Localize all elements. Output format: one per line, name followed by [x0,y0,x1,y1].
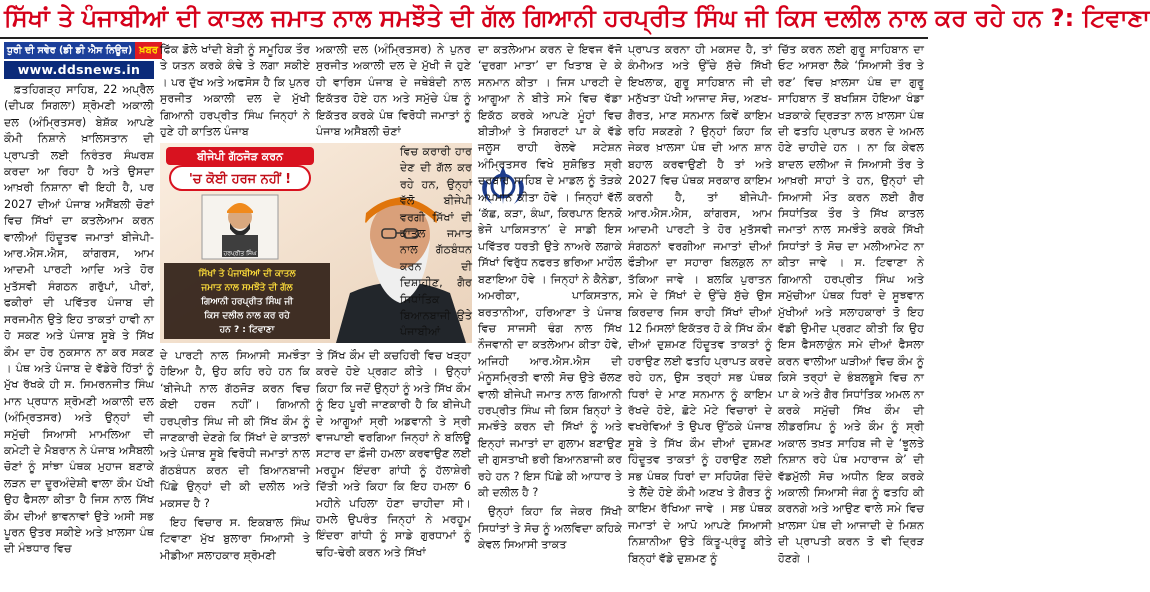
column-5-text: ਪ੍ਰਾਪਤ ਕਰਨਾ ਹੀ ਮਕਸਦ ਹੈ, ਤਾਂ ਕੰਮੀਅਤ ਅਤੇ ਉੱਚੇ ਸੁੱਚੇ ਸਿੱਖੀ ਇਖਲਾਕ, ਗੁਰੂ ਸਾਹਿਬਾਨ ਜੀ ਦੀ ਮਨੁੱਖਤਾ ਪੱਖੀ ਆਜਾਦ ਸੋਚ, ਅਣਖ-ਗੈਰਤ, ਮਾਣ ਸਨਮਾਨ ਕਿਵੇਂ ਕਾਇਮ ਰਹਿ ਸਕਣਗੇ ? ਉਨ੍ਹਾਂ ਕਿਹਾ ਕਿ ਜੇਕਰ ਖ਼ਾਲਸਾ ਪੰਥ ਦੀ ਆਨ ਸ਼ਾਨ ਬਹਾਲ ਕਰਵਾਉਣੀ ਹੈ ਤਾਂ ਅਤੇ 2027 ਵਿਚ ਪੰਥਕ ਸਰਕਾਰ ਕਾਇਮ ਕਰਨੀ ਹੈ, ਤਾਂ ਬੀਜੇਪੀ-ਆਰ.ਐਸ.ਐਸ, ਕਾਂਗਰਸ, ਆਮ ਆਦਮੀ ਪਾਰਟੀ ਤੇ ਹੋਰ ਮੁਤੱਸਵੀ ਸੰਗਠਨਾਂ ਵਰਗੀਆ ਜਮਾਤਾਂ ਦੀਆਂ ਫੌੜੀਆ ਦਾ ਸਹਾਰਾ ਬਿਲਕੁਲ ਨਾ ਤੱਕਿਆ ਜਾਵੇ । ਬਲਕਿ ਪੁਰਾਤਨ ਸਮੇ ਦੇ ਸਿੱਖਾਂ ਦੇ ਉੱਚੇ ਸੁੱਚੇ ਉਸ ਕਿਰਦਾਰ ਜਿਸ ਰਾਹੀ ਸਿੱਖਾਂ ਦੀਆਂ 12 ਮਿਸਲਾਂ ਇਕੱਤਰ ਹੋ ਕੇ ਸਿੱਖ ਕੌਮ ਦੀਆਂ ਦੁਸ਼ਮਣ ਹਿੰਦੂਤਵ ਤਾਕਤਾਂ ਨੂੰ ਹਰਾਉਣ ਲਈ ਫਤਹਿ ਪ੍ਰਾਪਤ ਕਰਦੇ ਰਹੇ ਹਨ, ਉਸ ਤਰ੍ਹਾਂ ਸਭ ਪੰਥਕ ਧਿਰਾਂ ਦੇ ਮਾਣ ਸਨਮਾਨ ਨੂੰ ਕਾਇਮ ਰੱਖਦੇ ਹੋਏ, ਛੋਟੇ ਮੋਟੇ ਵਿਚਾਰਾਂ ਦੇ ਵਖਰੇਵਿਆਂ ਤੋ ਉਪਰ ਉੱਠਕੇ ਪੰਜਾਬ ਸੂਬੇ ਤੇ ਸਿੱਖ ਕੌਮ ਦੀਆਂ ਦੁਸ਼ਮਣ ਹਿੰਦੂਤਵ ਤਾਕਤਾਂ ਨੂੰ ਹਰਾਉਣ ਲਈ ਸਭ ਪੰਥਕ ਧਿਰਾਂ ਦਾ ਸਹਿਯੋਗ ਦਿੰਦੇ ਤੇ ਲੈਂਦੇ ਹੋਏ ਕੌਮੀ ਅਣਖ ਤੇ ਗੈਰਤ ਨੂੰ ਕਾਇਮ ਰੱਖਿਆ ਜਾਵੇ । ਸਭ ਪੰਥਕ ਜਮਾਤਾਂ ਦੇ ਆਪੋ ਆਪਣੇ ਸਿਆਸੀ ਨਿਸ਼ਾਨੀਆ ਉਤੇ ਕਿੰਤੂ-ਪ੍ਰੰਤੂ ਕੀਤੇ ਬਿਨ੍ਹਾਂ ਵੱਡੇ ਦੁਸ਼ਮਣ ਨੂੰ [628,43,772,565]
article-column-2-top [160,42,310,142]
brand-tag: ਖ਼ਬਰ [135,42,162,59]
poster-top-line-1: ਬੀਜੇਪੀ ਗੱਠਜੋੜ ਕਰਨ [197,150,283,163]
column-1-text: ਫ਼ਤਹਿਗੜ੍ਹ ਸਾਹਿਬ, 22 ਅਪ੍ਰੈਲ (ਦੀਪਕ ਸਿਗਲਾ) ਸ਼੍ਰੋਮਣੀ ਅਕਾਲੀ ਦਲ (ਅੰਮ੍ਰਿਤਸਰ) ਬੇਸ਼ੱਕ ਆਪਣੇ ਕੌਮੀ ਨਿਸ਼ਾਨੇ ਖ਼ਾਲਿਸਤਾਨ ਦੀ ਪ੍ਰਾਪਤੀ ਲਈ ਨਿਰੰਤਰ ਸੰਘਰਸ਼ ਕਰਦਾ ਆ ਰਿਹਾ ਹੈ ਅਤੇ ਉਸਦਾ ਆਖ਼ਰੀ ਨਿਸ਼ਾਨਾ ਵੀ ਇਹੀ ਹੈ, ਪਰ 2027 ਦੀਆਂ ਪੰਜਾਬ ਅਸੈਂਬਲੀ ਚੋਣਾਂ ਵਿਚ ਸਿੱਖਾਂ ਦਾ ਕਤਲੇਆਮ ਕਰਨ ਵਾਲੀਆਂ ਹਿੰਦੂਤਵ ਜਮਾਤਾਂ ਬੀਜੇਪੀ-ਆਰ.ਐਸ.ਐਸ, ਕਾਂਗਰਸ, ਆਮ ਆਦਮੀ ਪਾਰਟੀ ਆਦਿ ਅਤੇ ਹੋਰ ਮੁਤੱਸਵੀ ਸੰਗਠਨ ਗਰੁੱਪਾਂ, ਪੀਰਾਂ, ਫਕੀਰਾਂ ਦੀ ਪਵਿੱਤਰ ਪੰਜਾਬ ਦੀ ਸਰਜਮੀਨ ਉਤੇ ਇਹ ਤਾਕਤਾਂ ਹਾਵੀ ਨਾ ਹੋ ਸਕਣ ਅਤੇ ਪੰਜਾਬ ਸੂਬੇ ਤੇ ਸਿੱਖ ਕੌਮ ਦਾ ਹੋਰ ਨੁਕਸਾਨ ਨਾ ਕਰ ਸਕਣ । ਪੰਥ ਅਤੇ ਪੰਜਾਬ ਦੇ ਵੱਡੇਰੇ ਹਿੱਤਾਂ ਨੂੰ ਮੁੱਖ ਰੱਖਕੇ ਹੀ ਸ. ਸਿਮਰਨਜੀਤ ਸਿੰਘ ਮਾਨ ਪ੍ਰਧਾਨ ਸ਼੍ਰੋਮਣੀ ਅਕਾਲੀ ਦਲ (ਅੰਮ੍ਰਿਤਸਰ) ਅਤੇ ਉਨ੍ਹਾਂ ਦੀ ਸਮੁੱਚੀ ਸਿਆਸੀ ਮਾਮਲਿਆ ਦੀ ਕਮੇਟੀ ਦੇ ਮੈਬਰਾਨ ਨੇ ਪੰਜਾਬ ਅਸੈਬਲੀ ਚੋਣਾਂ ਨੂੰ ਸਾਂਝਾ ਪੰਥਕ ਮੁਹਾਜ ਬਣਾਕੇ ਲੜਨ ਦਾ ਦੂਰਅੰਦੇਸ਼ੀ ਵਾਲਾ ਕੌਮ ਪੱਖੀ ਉਹ ਫੈਸਲਾ ਕੀਤਾ ਹੈ ਜਿਸ ਨਾਲ ਸਿੱਖ ਕੌਮ ਦੀਆਂ ਭਾਵਨਾਵਾਂ ਉਤੇ ਅਸੀ ਸਭ ਪੂਰਨ ਉਤਰ ਸਕੀਏ ਅਤੇ ਖ਼ਾਲਸਾ ਪੰਥ ਦੀ ਮੰਝਧਾਰ ਵਿਚ [4,83,154,556]
article-column-4 [478,42,622,590]
article-column-6 [778,42,924,590]
headline: ਸਿੱਖਾਂ ਤੇ ਪੰਜਾਬੀਆਂ ਦੀ ਕਾਤਲ ਜਮਾਤ ਨਾਲ ਸਮਝੌਤੇ ਦੀ ਗੱਲ ਗਿਆਨੀ ਹਰਪ੍ਰੀਤ ਸਿੰਘ ਜੀ ਕਿਸ ਦਲੀਲ ਨਾਲ ਕਰ ਰਹੇ ਹਨ ?: ਟਿਵਾਣਾ [4,4,1150,32]
poster-top-line-2: 'ਚ ਕੋਈ ਹਰਜ ਨਹੀਂ ! [188,172,292,187]
poster-bottom-line-3: ਗਿਆਨੀ ਹਰਪ੍ਰੀਤ ਸਿੰਘ ਜੀ [201,297,293,307]
article-column-5 [628,42,772,590]
column-2-top-text: ਫਿੱਕ ਡੋਲੇ ਖਾਂਦੀ ਬੇੜੀ ਨੂੰ ਸਮੂਹਿਕ ਤੌਰ ਤੇ ਯਤਨ ਕਰਕੇ ਕੰਢੇ ਤੇ ਲਗਾ ਸਕੀਏ । ਪਰ ਦੁੱਖ ਅਤੇ ਅਫਸੋਸ ਹੈ ਕਿ ਪੁਨਰ ਸੁਰਜੀਤ ਅਕਾਲੀ ਦਲ ਦੇ ਮੁੱਖੀ ਗਿਆਨੀ ਹਰਪ੍ਰੀਤ ਸਿੰਘ ਜਿਨ੍ਹਾਂ ਨੇ ਹੁਣੇ ਹੀ ਕਾਤਿਲ ਪੰਜਾਬ [160,43,310,139]
article-column-1 [4,82,154,590]
column-6-text: ਚਿੱਤ ਕਰਨ ਲਈ ਗੁਰੂ ਸਾਹਿਬਾਨ ਦਾ ਓਟ ਆਸਰਾ ਲੈਕੇ ‘ਸਿਆਸੀ ਤੌਰ ਤੇ ਰਣ’ ਵਿਚ ਖ਼ਾਲਸਾ ਪੰਥ ਦਾ ਗੁਰੂ ਸਾਹਿਬਾਨ ਤੋਂ ਬਖਸ਼ਿਸ ਹੋਇਆ ਖੰਡਾ ਖੜਕਾਕੇ ਦ੍ਰਿੜਤਾ ਨਾਲ ਖ਼ਾਲਸਾ ਪੰਥ ਦੀ ਫਤਹਿ ਪ੍ਰਾਪਤ ਕਰਨ ਦੇ ਅਮਲ ਹੋਣੇ ਚਾਹੀਦੇ ਹਨ । ਨਾ ਕਿ ਕੇਵਲ ਬਾਦਲ ਦਲੀਆ ਜੋ ਸਿਆਸੀ ਤੌਰ ਤੇ ਆਖ਼ਰੀ ਸਾਹਾਂ ਤੇ ਹਨ, ਉਨ੍ਹਾਂ ਦੀ ਸਿਆਸੀ ਮੌਤ ਕਰਨ ਲਈ ਗੈਰ ਸਿਧਾਂਤਿਕ ਤੌਰ ਤੇ ਸਿੱਖ ਕਾਤਲ ਜਮਾਤਾਂ ਨਾਲ ਸਮਝੌਤੇ ਕਰਕੇ ਸਿੱਖੀ ਸਿਧਾਂਤਾਂ ਤੋ ਸੋਚ ਦਾ ਮਲੀਆਮੇਟ ਨਾ ਕੀਤਾ ਜਾਵੇ । ਸ. ਟਿਵਾਣਾ ਨੇ ਗਿਆਨੀ ਹਰਪ੍ਰੀਤ ਸਿੰਘ ਅਤੇ ਸਮੁੱਚੀਆ ਪੰਥਕ ਧਿਰਾਂ ਦੇ ਸੂਝਵਾਨ ਮੁੱਖੀਆਂ ਅਤੇ ਸਲਾਹਕਾਰਾਂ ਤੋ ਇਹ ਵੱਡੀ ਉਮੀਦ ਪ੍ਰਗਟ ਕੀਤੀ ਕਿ ਉਹ ਇਸ ਫੈਸਲਾਕੁੰਨ ਸਮੇ ਦੀਆਂ ਫੈਸਲਾ ਕਰਨ ਵਾਲੀਆ ਘੜੀਆਂ ਵਿਚ ਕੌਮ ਨੂੰ ਕਿਸੇ ਤਰ੍ਹਾਂ ਦੇ ਭੰਬਲਭੂਸੇ ਵਿਚ ਨਾ ਪਾ ਕੇ ਅਤੇ ਗੈਰ ਸਿਧਾਂਤਿਕ ਅਮਲ ਨਾ ਕਰਕੇ ਸਮੁੱਚੀ ਸਿੱਖ ਕੌਮ ਦੀ ਲੀਡਰਸਿਪ ਨੂੰ ਅਤੇ ਕੌਮ ਨੂੰ ਸ੍ਰੀ ਅਕਾਲ ਤਖ਼ਤ ਸਾਹਿਬ ਜੀ ਦੇ ‘ਝੂਲਤੇ ਨਿਸ਼ਾਨ ਰਹੇ ਪੰਥ ਮਹਾਰਾਜ ਕੇ’ ਦੀ ਵੱਡਮੁੱਲੀ ਸੋਚ ਅਧੀਨ ਇਕ ਕਰਕੇ ਅਕਾਲੀ ਸਿਆਸੀ ਜੰਗ ਨੂੰ ਫਤਹਿ ਕੀ ਕਰਨਗੇ ਅਤੇ ਆਉਣ ਵਾਲੇ ਸਮੇ ਵਿਚ ਖ਼ਾਲਸਾ ਪੰਥ ਦੀ ਆਜਾਦੀ ਦੇ ਮਿਸ਼ਨ ਦੀ ਪ੍ਰਾਪਤੀ ਕਰਨ ਤੋ ਵੀ ਦ੍ਰਿੜ ਹੋਣਗੇ । [778,43,924,565]
column-3-bottom-text: ਤੇ ਸਿੱਖ ਕੌਮ ਦੀ ਕਚਹਿਰੀ ਵਿਚ ਖੜ੍ਹਾ ਕਰਦੇ ਹੋਏ ਪ੍ਰਗਟ ਕੀਤੇ । ਉਨ੍ਹਾਂ ਕਿਹਾ ਕਿ ਜਦੋਂ ਉਨ੍ਹਾਂ ਨੂੰ ਅਤੇ ਸਿੱਖ ਕੌਮ ਨੂੰ ਇਹ ਪੂਰੀ ਜਾਣਕਾਰੀ ਹੈ ਕਿ ਬੀਜੇਪੀ ਦੇ ਆਗੂਆਂ ਸ੍ਰੀ ਅਡਵਾਨੀ ਤੇ ਸ੍ਰੀ ਵਾਜਪਾਈ ਵਰਗਿਆ ਜਿਨ੍ਹਾਂ ਨੇ ਬਲਿਊ ਸਟਾਰ ਦਾ ਫ਼ੌਜੀ ਹਮਲਾ ਕਰਵਾਉਣ ਲਈ ਮਰਹੂਮ ਇੰਦਰਾ ਗਾਂਧੀ ਨੂੰ ਹੱਲਾਸ਼ੇਰੀ ਦਿੱਤੀ ਅਤੇ ਕਿਹਾ ਕਿ ਇਹ ਹਮਲਾ 6 ਮਹੀਨੇ ਪਹਿਲਾ ਹੋਣਾ ਚਾਹੀਦਾ ਸੀ। ਹਮਲੇ ਉਪਰੰਤ ਜਿਨ੍ਹਾਂ ਨੇ ਮਰਹੂਮ ਇੰਦਰਾ ਗਾਂਧੀ ਨੂੰ ਸਾਡੇ ਗੁਰਧਾਮਾਂ ਨੂੰ ਢਹਿ-ਢੇਰੀ ਕਰਨ ਅਤੇ ਸਿੱਖਾਂ [316,349,471,559]
column-4-text-2: ਉਨ੍ਹਾਂ ਕਿਹਾ ਕਿ ਜੇਕਰ ਸਿੱਖੀ ਸਿਧਾਂਤਾਂ ਤੇ ਸੋਚ ਨੂੰ ਅਲਵਿਦਾ ਕਹਿਕੇ ਕੇਵਲ ਸਿਆਸੀ ਤਾਕਤ [478,505,622,552]
headline-rule [0,37,928,39]
column-3-mid-text: ਵਿਚ ਕਰਾਰੀ ਹਾਰ ਦੇਣ ਦੀ ਗੱਲ ਕਰ ਰਹੇ ਹਨ, ਉਨ੍ਹਾਂ ਵੱਲੋ ਬੀਜੇਪੀ ਵਰਗੀ ਸਿੱਖਾਂ ਦੀ ਕਾਤਲ ਜਮਾਤ ਨਾਲ ਗੱਠਬੰਧਨ ਕਰਨ ਦੀ ਦਿਸ਼ਾਹੀਣ, ਗੈਰ ਸਿਧਾਂਤਿਕ ਬਿਆਨਬਾਜੀ ਉਤੇ ਪੰਜਾਬੀਆਂ [400,145,472,339]
poster-bottom-line-1: ਸਿੱਖਾਂ ਤੇ ਪੰਜਾਬੀਆਂ ਦੀ ਕਾਤਲ [198,269,296,279]
inset-caption: ਹਰਪ੍ਰੀਤ ਸਿੰਘ [223,250,257,257]
column-4-text: ਦਾ ਕਤਲੇਆਮ ਕਰਨ ਦੇ ਇਵਜ ਵੱਜੋ ‘ਦੁਰਗਾ ਮਾਤਾ’ ਦਾ ਖਿਤਾਬ ਦੇ ਕੇ ਸਨਮਾਨ ਕੀਤਾ । ਜਿਸ ਪਾਰਟੀ ਦੇ ਆਗੂਆ ਨੇ ਬੀਤੇ ਸਮੇ ਵਿਚ ਵੱਡਾ ਇਕੱਠ ਕਰਕੇ ਆਪਣੇ ਮੂੰਹਾਂ ਵਿਚ ਬੀੜੀਆਂ ਤੇ ਸਿਗਰਟਾਂ ਪਾ ਕੇ ਵੱਡੇ ਜਲੂਸ ਰਾਹੀ ਰੇਲਵੇ ਸਟੇਸ਼ਨ ਅੰਮ੍ਰਿਤਸਰ ਵਿਖੇ ਸੁਸ਼ੋਭਿਤ ਸ੍ਰੀ ਦਰਬਾਰ ਸਾਹਿਬ ਦੇ ਮਾਡਲ ਨੂੰ ਤੋੜਕੇ ਅਪਮਾਨ ਕੀਤਾ ਹੋਵੇ । ਜਿਨ੍ਹਾਂ ਵੱਲੋਂ ‘ਕੱਛ, ਕੜਾ, ਕੰਘਾ, ਕਿਰਪਾਨ ਇਨਕੋ ਭੇਜੋ ਪਾਕਿਸਤਾਨ’ ਦੇ ਸਾਡੀ ਇਸ ਪਵਿੱਤਰ ਧਰਤੀ ਉਤੇ ਨਾਅਰੇ ਲਗਾਕੇ ਸਿੱਖਾਂ ਵਿਰੁੱਧ ਨਫਰਤ ਭਰਿਆ ਮਾਹੌਲ ਬਣਾਇਆ ਹੋਵੇ । ਜਿਨ੍ਹਾਂ ਨੇ ਕੈਨੇਡਾ, ਅਮਰੀਕਾ, ਪਾਕਿਸਤਾਨ, ਬਰਤਾਨੀਆ, ਹਰਿਆਣਾ ਤੇ ਪੰਜਾਬ ਵਿਚ ਸਾਜਸੀ ਢੰਗ ਨਾਲ ਸਿੱਖ ਨੌਜਵਾਨੀ ਦਾ ਕਤਲੇਆਮ ਕੀਤਾ ਹੋਵੇ, ਅਜਿਹੀ ਆਰ.ਐਸ.ਐਸ ਦੀ ਮੰਨੂਸਮ੍ਰਿਤੀ ਵਾਲੀ ਸੋਚ ਉਤੇ ਚੱਲਣ ਵਾਲੀ ਬੀਜੇਪੀ ਜਮਾਤ ਨਾਲ ਗਿਆਨੀ ਹਰਪ੍ਰੀਤ ਸਿੰਘ ਜੀ ਕਿਸ ਬਿਨ੍ਹਾਂ ਤੇ ਸਮਝੌਤੇ ਕਰਨ ਦੀ ਸਿੱਖਾਂ ਨੂੰ ਅਤੇ ਇਨ੍ਹਾਂ ਜਮਾਤਾਂ ਦਾ ਗੁਲਾਮ ਬਣਾਉਣ ਦੀ ਗੁਸਤਾਖੀ ਭਰੀ ਬਿਆਨਬਾਜੀ ਕਰ ਰਹੇ ਹਨ ? ਇਸ ਪਿੱਛੇ ਕੀ ਆਧਾਰ ਤੇ ਕੀ ਦਲੀਲ ਹੈ ? [478,43,622,499]
brand-url[interactable]: www.ddsnews.in [4,61,154,79]
publication-brand [4,42,158,79]
column-2-bottom-text-2: ਇਹ ਵਿਚਾਰ ਸ. ਇਕਬਾਲ ਸਿੰਘ ਟਿਵਾਣਾ ਮੁੱਖ ਬੁਲਾਰਾ ਸਿਆਸੀ ਤੇ ਮੀਡੀਆ ਸਲਾਹਕਾਰ ਸ਼੍ਰੋਮਣੀ [160,516,310,562]
brand-name: ਧੁਰੀ ਦੀ ਸਵੇਰ (ਡੀ ਡੀ ਐਸ ਨਿਊਜ਼) [4,42,135,59]
column-2-bottom-text: ਦੇ ਪਾਰਟੀ ਨਾਲ ਸਿਆਸੀ ਸਮਝੌਤਾ ਹੋਇਆ ਹੈ, ਉਹ ਕਹਿ ਰਹੇ ਹਨ ਕਿ ‘ਬੀਜੇਪੀ ਨਾਲ ਗੱਠਜੋੜ ਕਰਨ ਵਿਚ ਕੋਈ ਹਰਜ ਨਹੀਂ’। ਗਿਆਨੀ ਹਰਪ੍ਰੀਤ ਸਿੰਘ ਜੀ ਕੀ ਸਿੱਖ ਕੌਮ ਨੂੰ ਜਾਣਕਾਰੀ ਦੇਣਗੇ ਕਿ ਸਿੱਖਾਂ ਦੇ ਕਾਤਲਾਂ ਅਤੇ ਪੰਜਾਬ ਸੂਬੇ ਵਿਰੋਧੀ ਜਮਾਤਾਂ ਨਾਲ ਗੱਠਬੰਧਨ ਕਰਨ ਦੀ ਬਿਆਨਬਾਜੀ ਪਿੱਛੇ ਉਨ੍ਹਾਂ ਦੀ ਕੀ ਦਲੀਲ ਅਤੇ ਮਕਸਦ ਹੈ ? [160,349,310,510]
poster-bottom-line-5: ਹਨ ? : ਟਿਵਾਣਾ [219,325,275,335]
article-column-3-top [316,42,471,142]
article-column-2-bottom [160,348,310,590]
column-3-top-text: ਅਕਾਲੀ ਦਲ (ਅੰਮ੍ਰਿਤਸਰ) ਨੇ ਪੁਨਰ ਸੁਰਜੀਤ ਅਕਾਲੀ ਦਲ ਦੇ ਮੁੱਖੀ ਜੋ ਹੁਣੇ ਹੀ ਵਾਰਿਸ ਪੰਜਾਬ ਦੇ ਜਥੇਬੰਦੀ ਨਾਲ ਇਕੱਤਰ ਹੋਏ ਹਨ ਅਤੇ ਸਮੁੱਚੇ ਪੰਥ ਨੂੰ ਇਕੱਤਰ ਕਰਕੇ ਪੰਥ ਵਿਰੋਧੀ ਜਮਾਤਾਂ ਨੂੰ ਪੰਜਾਬ ਅਸੈਬਲੀ ਚੋਣਾਂ [316,43,471,139]
article-column-3-mid-block [400,144,472,342]
poster-bottom-line-4: ਕਿਸ ਦਲੀਲ ਨਾਲ ਕਰ ਰਹੇ [204,311,290,321]
article-column-3-bottom [316,348,471,590]
poster-bottom-line-2: ਜਮਾਤ ਨਾਲ ਸਮਝੌਤੇ ਦੀ ਗੱਲ [201,283,293,293]
